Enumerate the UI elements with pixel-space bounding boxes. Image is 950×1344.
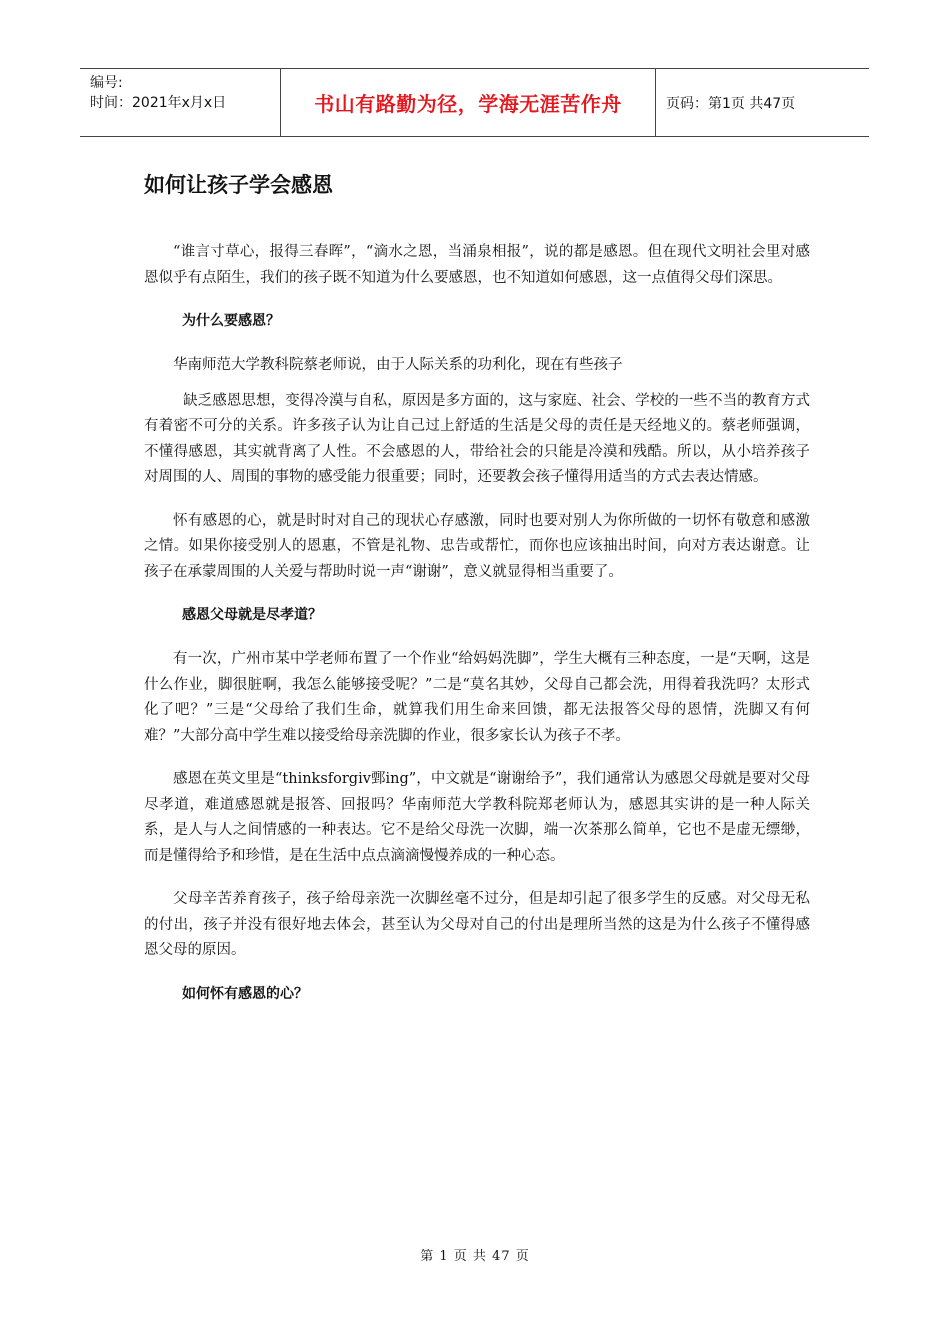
header-meta-cell <box>80 69 281 136</box>
body-paragraph: 父母辛苦养育孩子，孩子给母亲洗一次脚丝毫不过分，但是却引起了很多学生的反感。对父母无私的付出，孩子并没有很好地去体会，甚至认为父母对自己的付出是理所当然的这是为什么孩子不懂得感恩父母的原因。 <box>144 891 810 958</box>
header-motto: 书山有路勤为径，学海无涯苦作舟 <box>281 69 656 136</box>
section-heading-why: 为什么要感恩？ <box>182 313 280 329</box>
article-body <box>144 170 810 1026</box>
section-heading-how: 如何怀有感恩的心？ <box>182 985 308 1002</box>
document-header <box>80 68 869 137</box>
body-paragraph: 感恩在英文里是“thinksforgiv鄄ing”，中文就是“谢谢给予”，我们通常认为感恩父母就是要对父母尽孝道，难道感恩就是报答、回报吗？华南师范大学教科院郑老师认为，感恩其实讲的是一种人际关系，是人与人之间情感的一种表达。它不是给父母洗一次脚，端一次茶那么简单，它也不是虚无缥缈，而是懂得给予和珍惜，是在生活中点点滴滴慢慢养成的一种心态。 <box>144 771 810 864</box>
article-title: 如何让孩子学会感恩 <box>144 173 333 197</box>
body-paragraph: 有一次，广州市某中学老师布置了一个作业“给妈妈洗脚”，学生大概有三种态度，一是“天啊，这是什么作业，脚很脏啊，我怎么能够接受呢？”二是“莫名其妙，父母自己都会洗，用得着我洗吗？太形式化了吧？”三是“父母给了我们生命，就算我们用生命来回馈，都无法报答父母的恩情，洗脚又有何难？”大部分高中学生难以接受给母亲洗脚的作业，很多家长认为孩子不孝。 <box>144 651 810 744</box>
body-paragraph: 怀有感恩的心，就是时时对自己的现状心存感激，同时也要对别人为你所做的一切怀有敬意和感激之情。如果你接受别人的恩惠，不管是礼物、忠告或帮忙，而你也应该抽出时间，向对方表达谢意。让孩子在承蒙周围的人关爱与帮助时说一声“谢谢”，意义就显得相当重要了。 <box>144 512 810 580</box>
section-heading-filial: 感恩父母就是尽孝道？ <box>182 607 322 623</box>
body-paragraph: 华南师范大学教科院蔡老师说，由于人际关系的功利化，现在有些孩子 <box>173 357 623 373</box>
intro-paragraph: “谁言寸草心，报得三春晖”，“滴水之恩，当涌泉相报”，说的都是感恩。但在现代文明社会里对感恩似乎有点陌生，我们的孩子既不知道为什么要感恩，也不知道如何感恩，这一点值得父母们深思。 <box>144 244 810 286</box>
header-page-info: 页码：第1页 共47页 <box>666 95 796 112</box>
page-footer: 第 1 页 共 47 页 <box>420 1249 530 1264</box>
body-paragraph: 缺乏感恩思想，变得冷漠与自私，原因是多方面的，这与家庭、社会、学校的一些不当的教育方式有着密不可分的关系。许多孩子认为让自己过上舒适的生活是父母的责任是天经地义的。蔡老师强调，不懂得感恩，其实就背离了人性。不会感恩的人，带给社会的只能是冷漠和残酷。所以，从小培养孩子对周围的人、周围的事物的感受能力很重要；同时，还要教会孩子懂得用适当的方式去表达情感。 <box>144 392 810 485</box>
document-date: 时间：2021年x月x日 <box>90 95 227 111</box>
document-number-label: 编号: <box>90 75 123 91</box>
